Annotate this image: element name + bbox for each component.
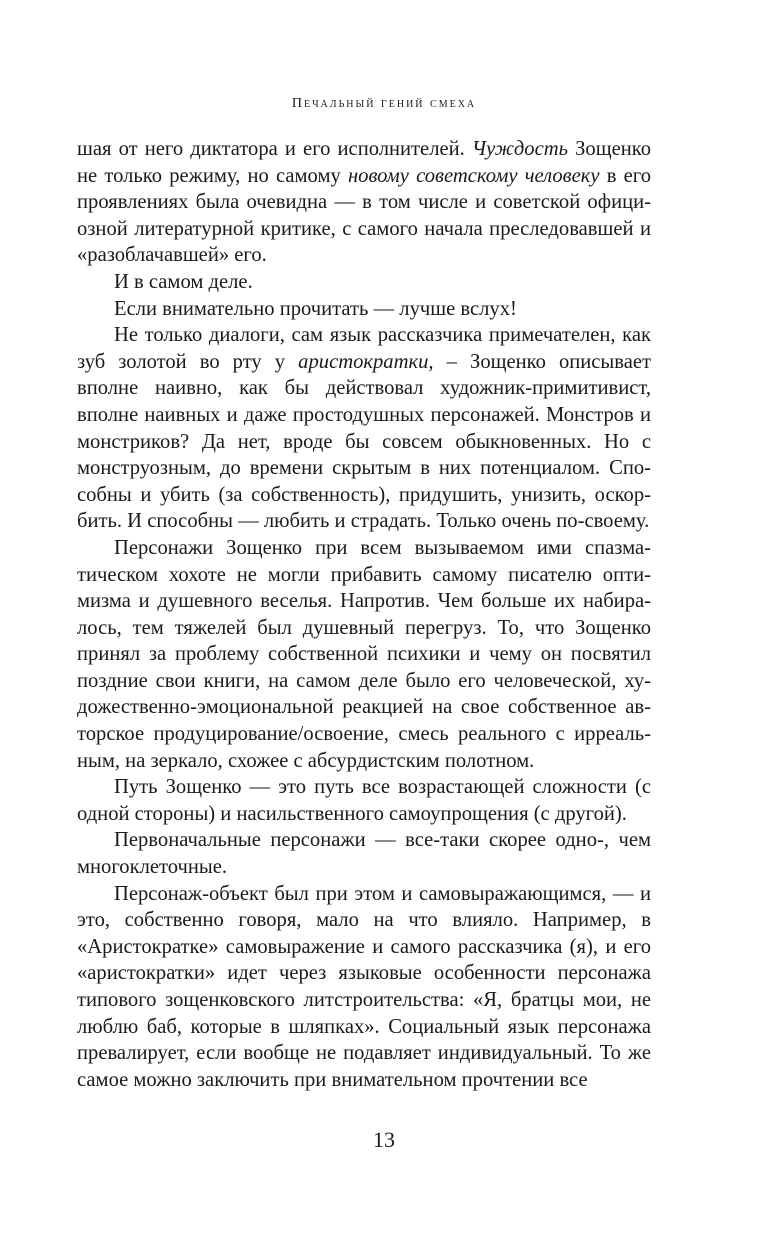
text-span: Путь Зощенко — это путь все возрастающей сложности (с одной стороны) и насильственного самоупрощения (с другой). bbox=[77, 776, 651, 825]
text-span: – Зощенко описывает вполне наивно, как бы действовал художник-примитивист, вполне наивных и даже простодушных персонажей. Монстров и монстриков? Да нет, вроде бы совсем обыкновенных. Но с монструозным, до времени скрытым в них потенциалом. Способны и убить (за собственность), придушить, унизить, оскорбить. И способны — любить и страдать. Только очень по-своему. bbox=[77, 350, 652, 533]
paragraph-1 bbox=[77, 136, 651, 269]
paragraph-5 bbox=[77, 535, 651, 774]
paragraph-7 bbox=[77, 827, 651, 880]
paragraph-6 bbox=[77, 774, 651, 827]
body-text bbox=[77, 136, 651, 1093]
italic-span: новому советскому человеку bbox=[347, 164, 600, 187]
paragraph-2 bbox=[77, 269, 651, 296]
paragraph-3 bbox=[77, 296, 651, 323]
text-span: И в самом деле. bbox=[114, 270, 253, 293]
italic-span: аристократки, bbox=[298, 350, 434, 373]
text-span: Если внимательно прочитать — лучше вслух! bbox=[114, 297, 517, 320]
text-span: Первоначальные персонажи — все-таки скорее одно-, чем многоклеточные. bbox=[77, 829, 651, 879]
paragraph-8 bbox=[77, 881, 651, 1094]
text-span: Зощенко не только режиму, но самому bbox=[77, 138, 651, 187]
running-head: Печальный гений смеха bbox=[291, 96, 477, 111]
text-span: Не только диалоги, сам язык рассказчика примечателен, как зуб золотой во рту у bbox=[77, 324, 651, 373]
text-span: Персонажи Зощенко при всем вызываемом ими спазматическом хохоте не могли прибавить самому писателю оптимизма и душевного веселья. Напротив. Чем больше их набиралось, тем тяжелей был душевный перегруз. То, что Зощенко принял за проблему собственной психики и чему он посвятил поздние свои книги, на самом деле было его человеческой, художественно-эмоциональной реакцией на свое собственное авторское продуцирование/освоение, смесь реального с ирреальным, на зеркало, схожее с абсурдистским полотном. bbox=[77, 536, 651, 772]
paragraph-4 bbox=[77, 322, 651, 535]
text-span: шая от него диктатора и его исполнителей. bbox=[77, 138, 472, 160]
text-span: в его проявлениях была очевидна — в том числе и советской официозной литературной критике, с самого начала преследовавшей и «разоблачавшей» его. bbox=[77, 164, 651, 267]
italic-span: Чуждость bbox=[471, 138, 568, 160]
page-number: 13 bbox=[373, 1127, 395, 1152]
text-span: Персонаж-объект был при этом и самовыражающимся, — и это, собственно говоря, мало на что влияло. Например, в «Аристократке» самовыражение и самого рассказчика (я), и его «аристократки» идет через языковые особенности персонажа типового зощенковского литстроительства: «Я, братцы мои, не люблю баб, которые в шляпках». Социальный язык персонажа превалирует, если вообще не подавляет индивидуальный. То же самое можно заключить при внимательном прочтении все bbox=[77, 882, 651, 1091]
